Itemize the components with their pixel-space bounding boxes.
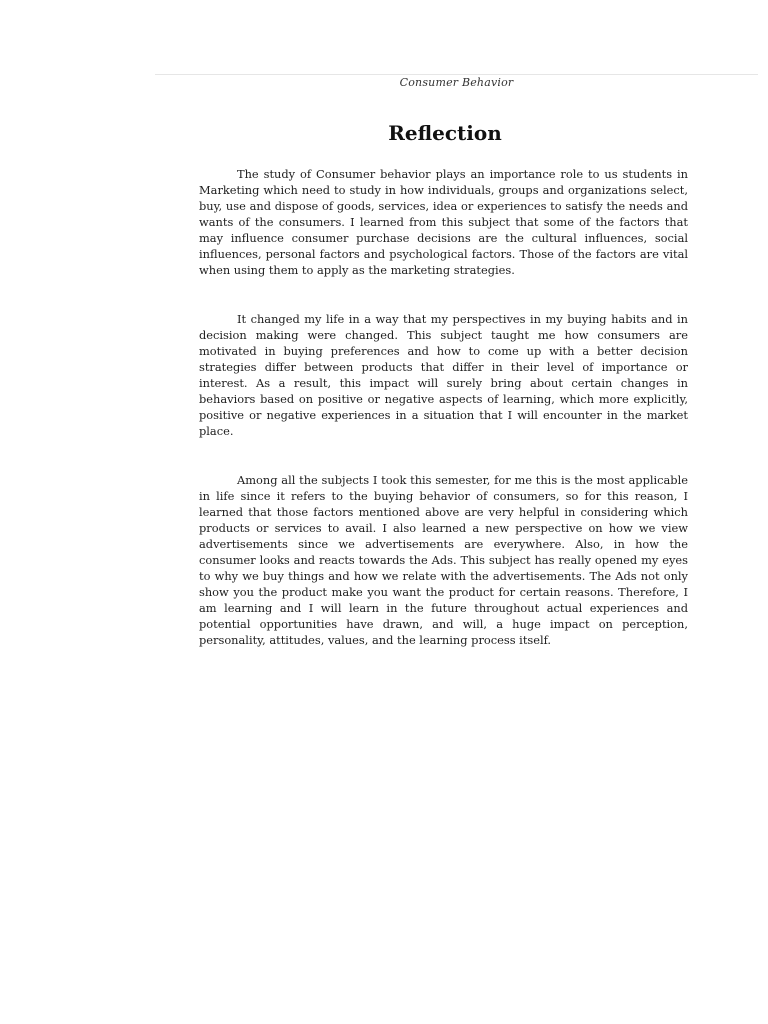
paragraph-3: Among all the subjects I took this semester, for me this is the most applicable in life since it refers to the buying behavior of consumers, so for this reason, I learned that those factors mentioned above are very helpful in considering which products or services to avail. I also learned a new perspective on how we view advertisements since we advertisements are everywhere. Also, in how the consumer looks and reacts towards the Ads. This subject has really opened my eyes to why we buy things and how we relate with the advertisements. The Ads not only show you the product make you want the product for certain reasons. Therefore, I am learning and I will learn in the future throughout actual experiences and potential opportunities have drawn, and will, a huge impact on perception, personality, attitudes, values, and the learning process itself. [199, 473, 688, 647]
page-title: Reflection [388, 121, 502, 145]
running-header: Consumer Behavior [399, 76, 514, 89]
paragraph-2: It changed my life in a way that my perspectives in my buying habits and in decision making were changed. This subject taught me how consumers are motivated in buying preferences and how to come up with a better decision strategies differ between products that differ in their level of importance or interest. As a result, this impact will surely bring about certain changes in behaviors based on positive or negative aspects of learning, which more explicitly, positive or negative experiences in a situation that I will encounter in the market place. [199, 312, 688, 438]
paragraph-1: The study of Consumer behavior plays an importance role to us students in Marketing which need to study in how individuals, groups and organizations select, buy, use and dispose of goods, services, idea or experiences to satisfy the needs and wants of the consumers. I learned from this subject that some of the factors that may influence consumer purchase decisions are the cultural influences, social influences, personal factors and psychological factors. Those of the factors are vital when using them to apply as the marketing strategies. [199, 167, 688, 277]
body-text [199, 166, 688, 648]
